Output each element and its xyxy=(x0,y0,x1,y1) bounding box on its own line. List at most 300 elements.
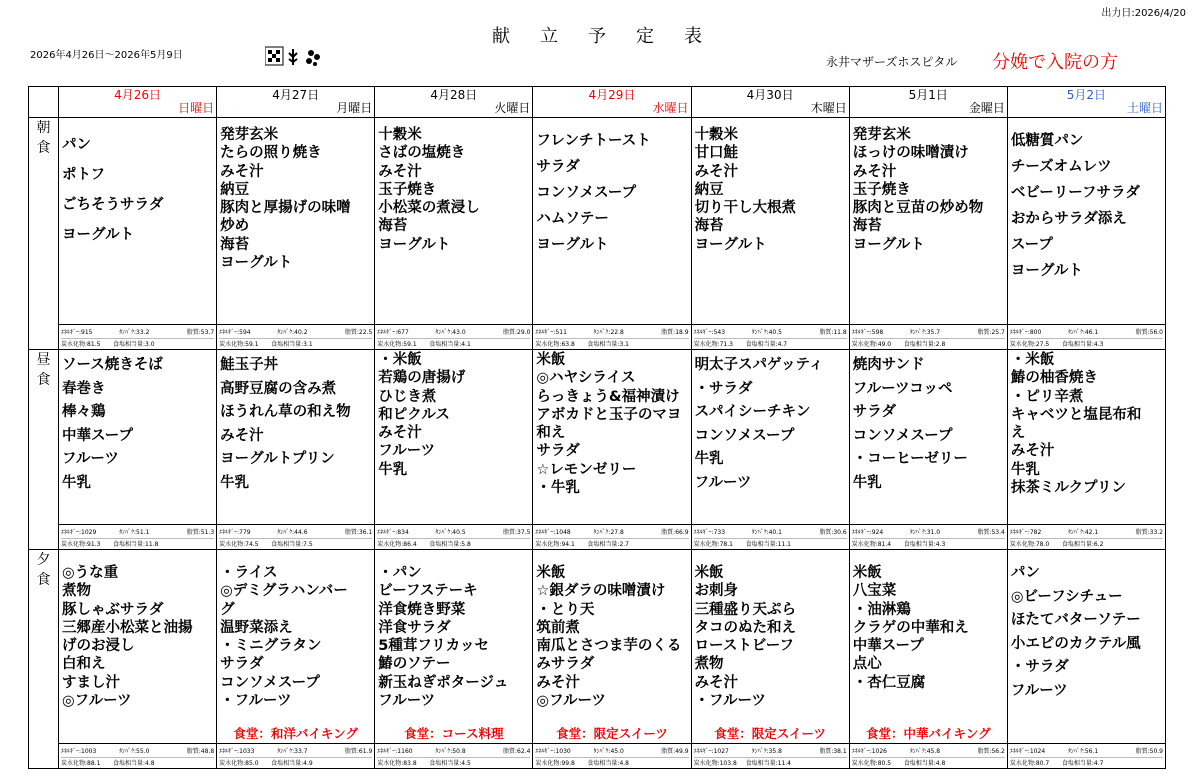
fat-value: 脂質:49.9 xyxy=(661,748,689,755)
fat-value: 脂質:48.8 xyxy=(186,748,215,755)
day-date: 5月2日 xyxy=(1066,88,1107,102)
menu-item: 棒々鶏 xyxy=(62,404,106,420)
meal-label-text: 夕 食 xyxy=(36,552,51,588)
menu-item: ・杏仁豆腐 xyxy=(852,674,926,691)
menu-item: 煮物 xyxy=(62,583,91,600)
menu-items xyxy=(59,550,216,710)
nutrition-box xyxy=(533,324,690,349)
menu-item: 三郷産小松菜と油揚 xyxy=(62,619,193,636)
menu-item: みそ汁 xyxy=(378,425,422,442)
protein-value: ﾀﾝﾊﾟｸ:40.5 xyxy=(435,529,466,536)
lunch-cell-6 xyxy=(1007,350,1165,550)
protein-value: ﾀﾝﾊﾟｸ:27.8 xyxy=(593,529,624,536)
carb-value: 炭水化物:85.0 xyxy=(219,760,259,767)
menu-item: 若鶏の唐揚げ xyxy=(378,370,466,387)
energy-value: ｴﾈﾙｷﾞｰ:800 xyxy=(1009,329,1042,336)
salt-value: 食塩相当量:4.8 xyxy=(903,760,946,767)
menu-item: 低糖質パン xyxy=(1010,133,1084,149)
fat-value: 脂質:22.5 xyxy=(344,329,373,336)
nutrition-row xyxy=(377,757,530,768)
menu-item: たらの照り焼き xyxy=(220,145,322,162)
nutrition-box xyxy=(533,524,690,549)
menu-item: ・サラダ xyxy=(694,380,753,397)
day-date: 4月29日 xyxy=(588,88,636,102)
menu-item: ローストビーフ xyxy=(694,638,795,655)
nutrition-row xyxy=(694,538,847,549)
menu-item: ヨーグルト xyxy=(852,236,925,253)
output-date: 出力日:2026/4/20 xyxy=(1101,8,1186,19)
meal-label-dinner xyxy=(29,550,59,769)
menu-item: ・フルーツ xyxy=(220,693,292,710)
menu-items xyxy=(375,118,532,254)
salt-value: 食塩相当量:6.2 xyxy=(1061,541,1104,548)
menu-items xyxy=(692,550,849,710)
menu-item: らっきょう&福神漬け xyxy=(536,388,680,405)
nutrition-box xyxy=(375,743,532,768)
menu-item: パン xyxy=(62,137,91,153)
menu-items xyxy=(1008,550,1165,703)
nutrition-row xyxy=(535,538,688,549)
protein-value: ﾀﾝﾊﾟｸ:55.0 xyxy=(119,748,150,755)
menu-item: みそ汁 xyxy=(1010,443,1055,460)
dinner-cell-5 xyxy=(849,550,1007,769)
cafeteria-label: 食堂：和洋バイキング xyxy=(233,726,359,741)
menu-item: フルーツコッペ xyxy=(852,380,953,397)
nutrition-row xyxy=(535,327,688,337)
menu-item: コンソメスープ xyxy=(536,185,637,201)
carb-value: 炭水化物:59.1 xyxy=(219,341,259,348)
nutrition-row xyxy=(852,327,1005,337)
fat-value: 脂質:51.3 xyxy=(186,529,215,536)
carb-value: 炭水化物:63.8 xyxy=(535,341,575,348)
menu-items xyxy=(1008,118,1165,284)
menu-item: みそ汁 xyxy=(220,163,264,180)
salt-value: 食塩相当量:11.8 xyxy=(113,541,159,548)
salt-value: 食塩相当量:3.0 xyxy=(113,341,155,348)
protein-value: ﾀﾝﾊﾟｸ:35.7 xyxy=(909,329,941,336)
meal-label-text: 朝 食 xyxy=(36,120,51,156)
menu-item: ヨーグルトプリン xyxy=(220,451,335,467)
menu-item: え xyxy=(1010,425,1026,442)
menu-item: 和え xyxy=(536,425,566,442)
nutrition-row xyxy=(1010,527,1163,537)
menu-item: 納豆 xyxy=(694,181,724,198)
day-header-2 xyxy=(375,87,533,118)
day-header-6 xyxy=(1007,87,1165,118)
day-date: 4月30日 xyxy=(746,88,794,102)
fat-value: 脂質:25.7 xyxy=(977,329,1005,336)
nutrition-row xyxy=(1010,538,1163,549)
energy-value: ｴﾈﾙｷﾞｰ:511 xyxy=(535,329,567,336)
meal-label-text: 昼 食 xyxy=(36,352,51,388)
menu-item: ・油淋鶏 xyxy=(852,601,911,618)
salt-value: 食塩相当量:2.8 xyxy=(903,341,946,348)
nutrition-box xyxy=(375,324,532,349)
menu-item: スパイシーチキン xyxy=(694,404,811,420)
menu-item: おからサラダ添え xyxy=(1010,211,1127,227)
nutrition-row xyxy=(694,327,847,337)
menu-item: コンソメスープ xyxy=(694,427,795,444)
cafeteria-label: 食堂：限定スイーツ xyxy=(556,726,668,741)
salt-value: 食塩相当量:4.5 xyxy=(429,760,471,767)
energy-value: ｴﾈﾙｷﾞｰ:543 xyxy=(693,329,726,336)
menu-items xyxy=(217,550,374,710)
nutrition-box xyxy=(850,743,1007,768)
menu-item: ヨーグルト xyxy=(62,227,135,243)
menu-item: 鰆の柚香焼き xyxy=(1010,370,1098,387)
fat-value: 脂質:36.1 xyxy=(344,529,373,536)
menu-items xyxy=(217,350,374,495)
protein-value: ﾀﾝﾊﾟｸ:33.7 xyxy=(277,748,308,755)
salt-value: 食塩相当量:4.3 xyxy=(1061,341,1104,348)
carb-value: 炭水化物:80.7 xyxy=(1009,760,1050,767)
breakfast-cell-6 xyxy=(1007,118,1165,350)
salt-value: 食塩相当量:11.4 xyxy=(745,760,791,767)
menu-item: 十穀米 xyxy=(378,127,422,143)
menu-item: サラダ xyxy=(536,443,580,460)
nutrition-row xyxy=(694,757,847,768)
menu-item: ほうれん草の和え物 xyxy=(220,404,351,420)
nutrition-box xyxy=(59,324,216,349)
dinner-cell-6 xyxy=(1007,550,1165,769)
menu-item: グ xyxy=(220,601,235,618)
energy-value: ｴﾈﾙｷﾞｰ:834 xyxy=(377,529,409,536)
menu-item: 5種茸フリカッセ xyxy=(378,638,489,655)
day-weekday: 金曜日 xyxy=(968,101,1005,115)
nutrition-row xyxy=(377,746,530,756)
menu-item: 甘口鮭 xyxy=(694,145,739,162)
menu-item: ☆銀ダラの味噌漬け xyxy=(536,583,666,600)
menu-items xyxy=(692,118,849,254)
energy-value: ｴﾈﾙｷﾞｰ:594 xyxy=(219,329,251,336)
salt-value: 食塩相当量:5.8 xyxy=(429,541,471,548)
carb-value: 炭水化物:86.4 xyxy=(377,541,417,548)
energy-value: ｴﾈﾙｷﾞｰ:1029 xyxy=(61,529,97,536)
menu-item: サラダ xyxy=(220,656,264,673)
menu-item: ソース焼きそば xyxy=(62,357,163,373)
menu-item: フレンチトースト xyxy=(536,133,651,149)
energy-value: ｴﾈﾙｷﾞｰ:1027 xyxy=(693,748,729,755)
salt-value: 食塩相当量:4.7 xyxy=(1061,760,1104,767)
fat-value: 脂質:50.9 xyxy=(1135,748,1163,755)
nutrition-box xyxy=(217,524,374,549)
fat-value: 脂質:61.9 xyxy=(344,748,373,755)
menu-item: 発芽玄米 xyxy=(852,127,911,143)
dinner-cell-1 xyxy=(217,550,375,769)
menu-item: 点心 xyxy=(852,656,882,673)
fat-value: 脂質:18.9 xyxy=(661,329,689,336)
nutrition-row xyxy=(219,327,372,337)
salt-value: 食塩相当量:7.5 xyxy=(271,541,313,548)
nutrition-row xyxy=(219,538,372,549)
menu-item: 炒め xyxy=(220,218,250,235)
menu-items xyxy=(850,550,1007,692)
menu-item: 米飯 xyxy=(536,352,566,368)
carb-value: 炭水化物:83.8 xyxy=(377,760,417,767)
menu-item: ポトフ xyxy=(62,167,106,183)
nutrition-row xyxy=(1010,757,1163,768)
protein-value: ﾀﾝﾊﾟｸ:33.2 xyxy=(119,329,150,336)
day-weekday: 日曜日 xyxy=(178,101,215,115)
menu-items xyxy=(850,118,1007,254)
menu-item: 洋食焼き野菜 xyxy=(378,601,466,618)
menu-item: 筑前煮 xyxy=(536,619,580,636)
protein-value: ﾀﾝﾊﾟｸ:51.1 xyxy=(119,529,150,536)
menu-item: ほっけの味噌漬け xyxy=(852,145,969,162)
cafeteria-label: 食堂：中華バイキング xyxy=(865,726,991,741)
day-header-5 xyxy=(849,87,1007,118)
menu-item: パン xyxy=(1010,565,1040,581)
menu-item: 米飯 xyxy=(852,565,882,581)
nutrition-box xyxy=(692,324,849,349)
carb-value: 炭水化物:74.5 xyxy=(219,541,259,548)
menu-item: チーズオムレツ xyxy=(1010,159,1112,175)
nutrition-box xyxy=(59,743,216,768)
day-weekday: 月曜日 xyxy=(336,101,373,115)
nutrition-row xyxy=(219,746,372,756)
nutrition-row xyxy=(852,338,1005,349)
nutrition-box xyxy=(1008,524,1165,549)
menu-item: ヨーグルト xyxy=(694,236,767,253)
nutrition-box xyxy=(1008,743,1165,768)
menu-item: ・ピリ辛煮 xyxy=(1010,388,1084,405)
menu-item: ヨーグルト xyxy=(220,255,293,272)
menu-item: 牛乳 xyxy=(852,474,882,491)
menu-item: お刺身 xyxy=(694,583,739,600)
nutrition-row xyxy=(694,527,847,537)
lunch-row xyxy=(29,350,1166,550)
nutrition-row xyxy=(377,527,530,537)
breakfast-cell-0 xyxy=(59,118,217,350)
carb-value: 炭水化物:78.1 xyxy=(693,541,733,548)
menu-item: 玉子焼き xyxy=(852,181,911,198)
day-weekday: 水曜日 xyxy=(652,101,689,115)
menu-item: 中華スープ xyxy=(852,638,924,655)
carb-value: 炭水化物:71.3 xyxy=(693,341,733,348)
menu-item: タコのぬた和え xyxy=(694,619,797,636)
day-weekday: 火曜日 xyxy=(494,101,531,115)
menu-items xyxy=(375,350,532,479)
menu-item: 南瓜とさつま芋のくる xyxy=(536,638,682,655)
menu-item: 米飯 xyxy=(536,565,566,581)
menu-item: アボカドと玉子のマヨ xyxy=(536,406,682,423)
menu-item: みサラダ xyxy=(536,656,595,673)
protein-value: ﾀﾝﾊﾟｸ:45.8 xyxy=(909,748,941,755)
energy-value: ｴﾈﾙｷﾞｰ:1024 xyxy=(1009,748,1046,755)
nutrition-row xyxy=(1010,327,1163,337)
day-date: 5月1日 xyxy=(908,88,948,102)
energy-value: ｴﾈﾙｷﾞｰ:733 xyxy=(693,529,726,536)
menu-item: 納豆 xyxy=(220,181,250,198)
menu-items xyxy=(533,550,690,710)
energy-value: ｴﾈﾙｷﾞｰ:1003 xyxy=(61,748,97,755)
day-header-1 xyxy=(217,87,375,118)
energy-value: ｴﾈﾙｷﾞｰ:915 xyxy=(61,329,93,336)
menu-item: 牛乳 xyxy=(1010,461,1040,478)
menu-item: ヨーグルト xyxy=(1010,263,1083,279)
protein-value: ﾀﾝﾊﾟｸ:35.8 xyxy=(751,748,782,755)
nutrition-row xyxy=(852,746,1005,756)
nutrition-row xyxy=(377,327,530,337)
menu-item: げのお浸し xyxy=(62,638,135,655)
energy-value: ｴﾈﾙｷﾞｰ:1030 xyxy=(535,748,571,755)
lunch-cell-4 xyxy=(691,350,849,550)
carb-value: 炭水化物:81.5 xyxy=(61,341,101,348)
salt-value: 食塩相当量:4.9 xyxy=(271,760,313,767)
menu-item: ・ライス xyxy=(220,565,278,581)
menu-item: ◎うな重 xyxy=(62,565,119,581)
menu-item: ・米飯 xyxy=(1010,352,1055,368)
hospital-name: 永井マザーズホスピタル xyxy=(826,55,958,69)
menu-table xyxy=(28,86,1166,769)
menu-item: ◎ビーフシチュー xyxy=(1010,588,1123,605)
dinner-cell-4 xyxy=(691,550,849,769)
menu-item: みそ汁 xyxy=(694,674,739,691)
nutrition-row xyxy=(1010,338,1163,349)
nutrition-box xyxy=(217,743,374,768)
menu-item: 中華スープ xyxy=(62,427,134,444)
menu-items xyxy=(533,118,690,258)
protein-value: ﾀﾝﾊﾟｸ:40.2 xyxy=(277,329,308,336)
day-date: 4月28日 xyxy=(430,88,478,102)
salt-value: 食塩相当量:4.1 xyxy=(429,341,471,348)
menu-item: 発芽玄米 xyxy=(220,127,279,143)
fat-value: 脂質:11.8 xyxy=(819,329,847,336)
nutrition-row xyxy=(61,327,214,337)
menu-item: 牛乳 xyxy=(62,474,91,491)
menu-items xyxy=(533,350,690,497)
menu-items xyxy=(217,118,374,272)
menu-items xyxy=(692,350,849,495)
energy-value: ｴﾈﾙｷﾞｰ:924 xyxy=(851,529,884,536)
breakfast-cell-2 xyxy=(375,118,533,350)
menu-item: ・フルーツ xyxy=(694,693,766,710)
breakfast-cell-1 xyxy=(217,118,375,350)
menu-item: 海苔 xyxy=(378,218,408,235)
nutrition-row xyxy=(535,746,688,756)
menu-item: 洋食サラダ xyxy=(378,619,451,636)
carb-value: 炭水化物:78.0 xyxy=(1009,541,1050,548)
fat-value: 脂質:53.7 xyxy=(186,329,215,336)
breakfast-cell-5 xyxy=(849,118,1007,350)
nutrition-box xyxy=(375,524,532,549)
lunch-cell-5 xyxy=(849,350,1007,550)
menu-item: 鰆のソテー xyxy=(378,656,451,673)
salt-value: 食塩相当量:3.1 xyxy=(587,341,629,348)
menu-item: コンソメスープ xyxy=(220,674,320,691)
nutrition-row xyxy=(694,338,847,349)
energy-value: ｴﾈﾙｷﾞｰ:782 xyxy=(1009,529,1042,536)
protein-value: ﾀﾝﾊﾟｸ:44.6 xyxy=(277,529,308,536)
menu-item: 和ピクルス xyxy=(378,406,450,423)
nutrition-row xyxy=(61,757,214,768)
carb-value: 炭水化物:103.8 xyxy=(693,760,737,767)
menu-item: みそ汁 xyxy=(536,674,580,691)
nutrition-row xyxy=(219,338,372,349)
menu-item: さばの塩焼き xyxy=(378,145,466,162)
menu-item: キャベツと塩昆布和 xyxy=(1010,406,1142,423)
menu-item: 牛乳 xyxy=(220,474,250,491)
menu-item: 白和え xyxy=(62,656,106,673)
protein-value: ﾀﾝﾊﾟｸ:40.5 xyxy=(751,329,782,336)
menu-item: ◎フルーツ xyxy=(536,693,606,710)
menu-item: ◎ハヤシライス xyxy=(536,370,636,387)
protein-value: ﾀﾝﾊﾟｸ:40.1 xyxy=(751,529,782,536)
dinner-cell-0 xyxy=(59,550,217,769)
nutrition-box xyxy=(692,524,849,549)
nutrition-row xyxy=(852,757,1005,768)
nutrition-row xyxy=(535,527,688,537)
carb-value: 炭水化物:80.5 xyxy=(851,760,892,767)
energy-value: ｴﾈﾙｷﾞｰ:677 xyxy=(377,329,409,336)
nutrition-row xyxy=(61,527,214,537)
menu-item: ・パン xyxy=(378,565,422,581)
menu-item: ・サラダ xyxy=(1010,659,1069,675)
energy-value: ｴﾈﾙｷﾞｰ:1033 xyxy=(219,748,255,755)
fat-value: 脂質:62.4 xyxy=(503,748,531,755)
menu-item: 豚肉と厚揚げの味噌 xyxy=(220,200,351,217)
cafeteria-label: 食堂：限定スイーツ xyxy=(714,726,827,741)
menu-items xyxy=(59,118,216,250)
carb-value: 炭水化物:27.5 xyxy=(1009,341,1050,348)
carb-value: 炭水化物:81.4 xyxy=(851,541,892,548)
fat-value: 脂質:33.2 xyxy=(1135,529,1163,536)
menu-item: スープ xyxy=(1010,237,1053,253)
fat-value: 脂質:37.5 xyxy=(503,529,531,536)
menu-item: コンソメスープ xyxy=(852,427,953,444)
menu-period: 2026年4月26日～2026年5月9日 xyxy=(30,50,183,61)
protein-value: ﾀﾝﾊﾟｸ:43.0 xyxy=(435,329,466,336)
menu-item: ・牛乳 xyxy=(536,480,580,497)
menu-item: 牛乳 xyxy=(378,461,408,478)
salt-value: 食塩相当量:4.3 xyxy=(903,541,946,548)
fat-value: 脂質:66.9 xyxy=(661,529,689,536)
carb-value: 炭水化物:91.3 xyxy=(61,541,101,548)
menu-item: フルーツ xyxy=(62,451,119,467)
nutrition-row xyxy=(694,746,847,756)
menu-item: 温野菜添え xyxy=(220,619,293,636)
protein-value: ﾀﾝﾊﾟｸ:45.0 xyxy=(593,748,624,755)
nutrition-row xyxy=(219,527,372,537)
menu-item: 玉子焼き xyxy=(378,181,437,198)
menu-item: 海苔 xyxy=(694,218,724,235)
protein-value: ﾀﾝﾊﾟｸ:31.0 xyxy=(909,529,941,536)
lunch-cell-0 xyxy=(59,350,217,550)
nutrition-row xyxy=(852,538,1005,549)
protein-value: ﾀﾝﾊﾟｸ:46.1 xyxy=(1067,329,1099,336)
salt-value: 食塩相当量:2.7 xyxy=(587,541,629,548)
day-header-4 xyxy=(691,87,849,118)
protein-value: ﾀﾝﾊﾟｸ:56.1 xyxy=(1067,748,1099,755)
menu-item: ・ミニグラタン xyxy=(220,638,322,655)
carb-value: 炭水化物:59.1 xyxy=(377,341,417,348)
day-header-0 xyxy=(59,87,217,118)
nutrition-row xyxy=(61,538,214,549)
menu-item: 鮭玉子丼 xyxy=(220,357,279,373)
menu-item: ほたてバターソテー xyxy=(1010,612,1141,628)
menu-item: フルーツ xyxy=(1010,682,1068,699)
nutrition-box xyxy=(217,324,374,349)
hospital-logo-icon xyxy=(265,45,323,71)
menu-item: 海苔 xyxy=(852,218,882,235)
menu-item: ヨーグルト xyxy=(378,236,451,253)
menu-item: ・とり天 xyxy=(536,601,595,618)
carb-value: 炭水化物:99.8 xyxy=(535,760,575,767)
energy-value: ｴﾈﾙｷﾞｰ:1160 xyxy=(377,748,413,755)
nutrition-row xyxy=(852,527,1005,537)
energy-value: ｴﾈﾙｷﾞｰ:779 xyxy=(219,529,251,536)
nutrition-box xyxy=(59,524,216,549)
